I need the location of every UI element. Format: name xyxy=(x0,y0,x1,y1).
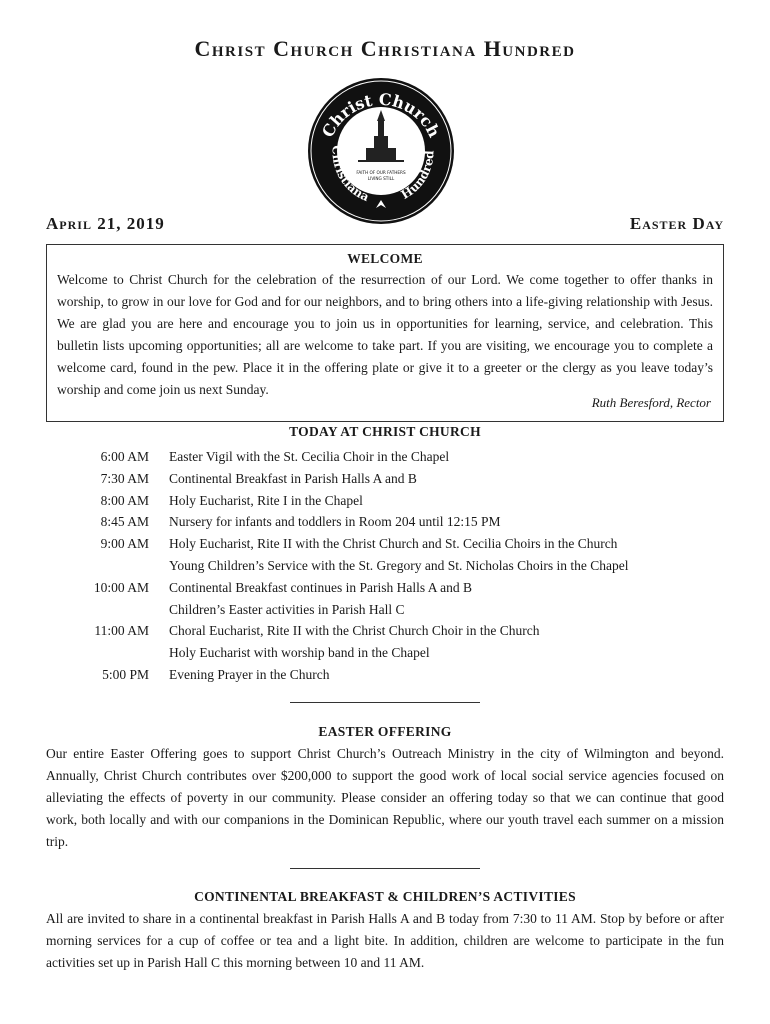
schedule-row xyxy=(46,620,724,642)
schedule-row xyxy=(46,490,724,512)
schedule-time: 8:45 AM xyxy=(100,514,149,530)
schedule-time xyxy=(46,642,169,664)
schedule-time: 6:00 AM xyxy=(100,449,149,464)
schedule-event: Evening Prayer in the Church xyxy=(169,666,330,682)
schedule-time xyxy=(46,555,169,577)
schedule-row xyxy=(46,555,724,577)
schedule-event: Nursery for infants and toddlers in Room 204 until 12:15 PM xyxy=(169,514,501,530)
dateline xyxy=(46,214,724,236)
schedule-event: Holy Eucharist, Rite I in the Chapel xyxy=(169,492,363,508)
schedule-event: Children’s Easter activities in Parish Hall C xyxy=(169,601,405,617)
breakfast-heading: CONTINENTAL BREAKFAST & CHILDREN’S ACTIVITIES xyxy=(194,889,576,904)
schedule-event: Holy Eucharist, Rite II with the Christ Church and St. Cecilia Choirs in the Church xyxy=(169,536,618,552)
occasion-label: Easter Day xyxy=(629,214,724,233)
schedule-time: 11:00 AM xyxy=(94,623,149,639)
schedule-time: 5:00 PM xyxy=(102,666,149,682)
schedule-time: 7:30 AM xyxy=(100,470,149,486)
schedule-time xyxy=(46,599,169,621)
schedule-event: Holy Eucharist with worship band in the Chapel xyxy=(169,645,430,661)
schedule-event: Continental Breakfast in Parish Halls A and B xyxy=(169,470,417,486)
offering-section xyxy=(46,724,724,853)
schedule-event: Continental Breakfast continues in Parish Halls A and B xyxy=(169,579,472,595)
schedule-time: 10:00 AM xyxy=(93,579,149,595)
schedule-row xyxy=(46,533,724,555)
schedule-time: 8:00 AM xyxy=(100,492,149,508)
church-seal-logo xyxy=(306,76,456,226)
bulletin-date: April 21, 2019 xyxy=(46,214,165,233)
breakfast-section xyxy=(46,889,724,974)
offering-text: Our entire Easter Offering goes to support Christ Church’s Outreach Ministry in the city of Wilmington and beyond. Annually, Christ Church contributes over $200,000 to support the good work of local social service agencies focused on alleviating the effects of poverty in our community. Please consider an offering today so that we can continue that good work, both locally and with our companions in the Dominican Republic, where our youth travel each summer on a mission trip. xyxy=(46,746,724,849)
seal-motto: FAITH OF OUR FATHERS xyxy=(356,170,406,175)
breakfast-text: All are invited to share in a continental breakfast in Parish Halls A and B today from 7:30 to 11 AM. Stop by before or after morning services for a cup of coffee or tea and a light bite. In addition, children are welcome to participate in the fun activities set up in Parish Hall C this morning between 10 and 11 AM. xyxy=(46,911,724,970)
svg-text:Christ Church: Christ Church xyxy=(318,89,444,141)
schedule-row xyxy=(46,446,724,468)
schedule-event: Choral Eucharist, Rite II with the Christ Church Choir in the Church xyxy=(169,623,540,639)
schedule-list xyxy=(46,446,724,686)
schedule-row xyxy=(46,664,724,686)
rector-signature: Ruth Beresford, Rector xyxy=(591,395,711,410)
schedule-time: 9:00 AM xyxy=(100,536,149,552)
schedule-event: Easter Vigil with the St. Cecilia Choir in the Chapel xyxy=(169,449,450,464)
page-title: Christ Church Christiana Hundred xyxy=(194,36,576,61)
divider xyxy=(290,702,480,703)
divider xyxy=(290,868,480,869)
schedule-event: Young Children’s Service with the St. Gregory and St. Nicholas Choirs in the Chapel xyxy=(169,557,629,573)
welcome-heading: WELCOME xyxy=(347,251,423,266)
offering-heading: EASTER OFFERING xyxy=(318,724,452,739)
today-heading: TODAY AT CHRIST CHURCH xyxy=(289,424,481,439)
svg-text:LIVING STILL: LIVING STILL xyxy=(367,176,395,181)
schedule-row xyxy=(46,468,724,490)
svg-text:Hundred: Hundred xyxy=(398,150,437,202)
today-section xyxy=(46,424,724,686)
schedule-row xyxy=(46,599,724,621)
schedule-row xyxy=(46,642,724,664)
svg-text:Christiana: Christiana xyxy=(329,145,372,205)
welcome-box xyxy=(46,244,724,422)
schedule-row xyxy=(46,511,724,533)
schedule-row xyxy=(46,577,724,599)
welcome-text: Welcome to Christ Church for the celebration of the resurrection of our Lord. We come together to offer thanks in worship, to grow in our love for God and for our neighbors, and to bring others into a life-giving relationship with Jesus. We are glad you are here and encourage you to join us in opportunities for learning, service, and celebration. This bulletin lists upcoming opportunities; all are welcome to take part. If you are visiting, we encourage you to complete a welcome card, found in the pew. Place it in the offering plate or give it to a greeter or the clergy as you leave today’s worship and come join us next Sunday. xyxy=(57,272,713,397)
